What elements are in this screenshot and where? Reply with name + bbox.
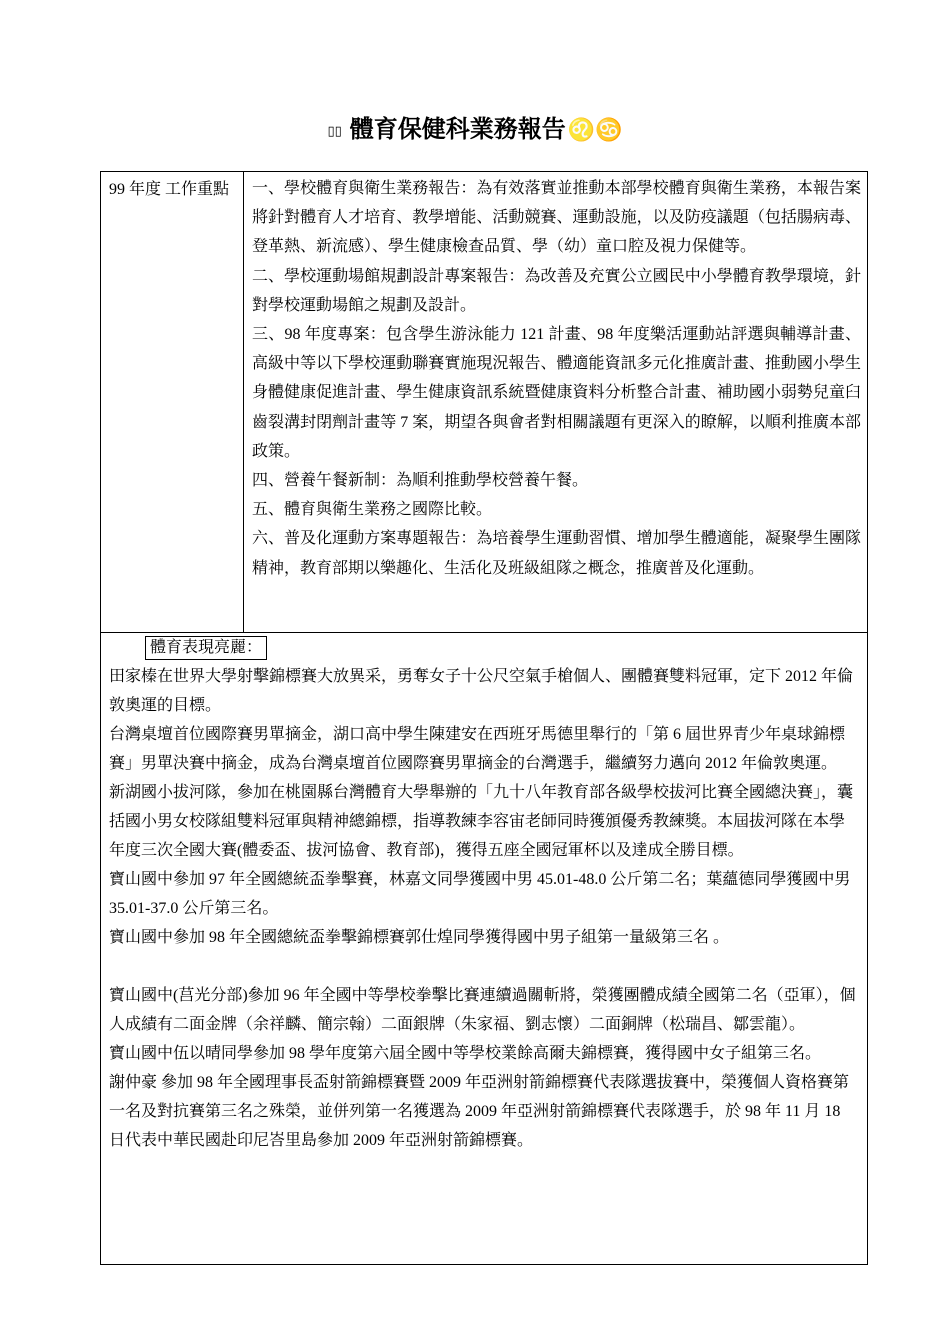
highlight-paragraph-2: 台灣桌壇首位國際賽男單摘金，湖口高中學生陳建安在西班牙馬德里舉行的「第 6 屆世界青少年桌球錦標賽」男單決賽中摘金，成為台灣桌壇首位國際賽男單摘金的台灣選手，繼續努力邁向 2012 年倫敦奧運。 bbox=[109, 726, 846, 772]
highlights-section bbox=[101, 633, 867, 1264]
work-item-6: 六、普及化運動方案專題報告：為培養學生運動習慣、增加學生體適能，凝聚學生團隊精神，教育部期以樂趣化、生活化及班級組隊之概念，推廣普及化運動。 bbox=[252, 530, 861, 577]
title-decoration-left: ▯▯ bbox=[327, 123, 342, 138]
work-focus-row bbox=[101, 172, 867, 633]
work-item-4: 四、營養午餐新制：為順利推動學校營養午餐。 bbox=[252, 472, 589, 490]
highlight-paragraph-5: 寶山國中參加 98 年全國總統盃拳擊錦標賽郭仕煌同學獲得國中男子組第一量級第三名 。 bbox=[109, 929, 730, 946]
work-item-2: 二、學校運動場館規劃設計專案報告：為改善及充實公立國民中小學體育教學環境，針對學校運動場館之規劃及設計。 bbox=[252, 267, 861, 314]
highlights-heading: 體育表現亮麗： bbox=[145, 636, 267, 660]
report-table bbox=[100, 171, 868, 1265]
work-item-1: 一、學校體育與衛生業務報告：為有效落實並推動本部學校體育與衛生業務，本報告案將針對體育人才培育、教學增能、活動競賽、運動設施，以及防疫議題（包括腸病毒、登革熱、新流感）、學生健康檢查品質、學（幼）童口腔及視力保健等。 bbox=[252, 180, 861, 256]
paragraph-spacer bbox=[109, 952, 857, 981]
highlight-paragraph-7: 寶山國中伍以晴同學參加 98 學年度第六屆全國中等學校業餘高爾夫錦標賽，獲得國中女子組第三名。 bbox=[109, 1045, 822, 1062]
highlight-paragraph-3: 新湖國小拔河隊，參加在桃園縣台灣體育大學舉辦的「九十八年教育部各級學校拔河比賽全國總決賽」，囊括國小男女校隊組雙料冠軍與精神總錦標，指導教練李容宙老師同時獲頒優秀教練獎。本屆拔河隊在本學年度三次全國大賽(體委盃、拔河協會、教育部)，獲得五座全國冠軍杯以及達成全勝目標。 bbox=[109, 784, 854, 859]
work-item-5: 五、體育與衛生業務之國際比較。 bbox=[252, 501, 493, 519]
title-decoration-right: ♌♋ bbox=[567, 117, 623, 142]
highlight-paragraph-6: 寶山國中(莒光分部)參加 96 年全國中等學校拳擊比賽連續過關斬將，榮獲團體成績全國第二名（亞軍），個人成績有二面金牌（余祥麟、簡宗翰）二面銀牌（朱家福、劉志懷）二面銅牌（松瑞昌、鄒雲龍）。 bbox=[109, 987, 856, 1033]
work-focus-content bbox=[244, 172, 867, 632]
work-focus-label: 99 年度 工作重點 bbox=[101, 172, 244, 632]
work-item-3: 三、98 年度專案：包含學生游泳能力 121 計畫、98 年度樂活運動站評選與輔導計畫、高級中等以下學校運動聯賽實施現況報告、體適能資訊多元化推廣計畫、推動國小學生身體健康促進計畫、學生健康資訊系統暨健康資料分析整合計畫、補助國小弱勢兒童臼齒裂溝封閉劑計畫等 7 案，期望各與會者對相關議題有更深入的瞭解，以順利推廣本部政策。 bbox=[252, 326, 861, 460]
document-title bbox=[0, 112, 950, 149]
highlight-paragraph-1: 田家榛在世界大學射擊錦標賽大放異采，勇奪女子十公尺空氣手槍個人、團體賽雙料冠軍，定下 2012 年倫敦奧運的目標。 bbox=[109, 668, 854, 714]
highlight-paragraph-8: 謝仲豪 參加 98 年全國理事長盃射箭錦標賽暨 2009 年亞洲射箭錦標賽代表隊選拔賽中，榮獲個人資格賽第一名及對抗賽第三名之殊榮，並併列第一名獲選為 2009 年亞洲射箭錦標賽代表隊選手，於 98 年 11 月 18 日代表中華民國赴印尼峇里島參加 2009 年亞洲射箭錦標賽。 bbox=[109, 1074, 850, 1149]
highlight-paragraph-4: 寶山國中參加 97 年全國總統盃拳擊賽，林嘉文同學獲國中男 45.01-48.0 公斤第二名；葉蘊德同學獲國中男 35.01-37.0 公斤第三名。 bbox=[109, 871, 851, 917]
title-text: 體育保健科業務報告 bbox=[349, 117, 566, 143]
